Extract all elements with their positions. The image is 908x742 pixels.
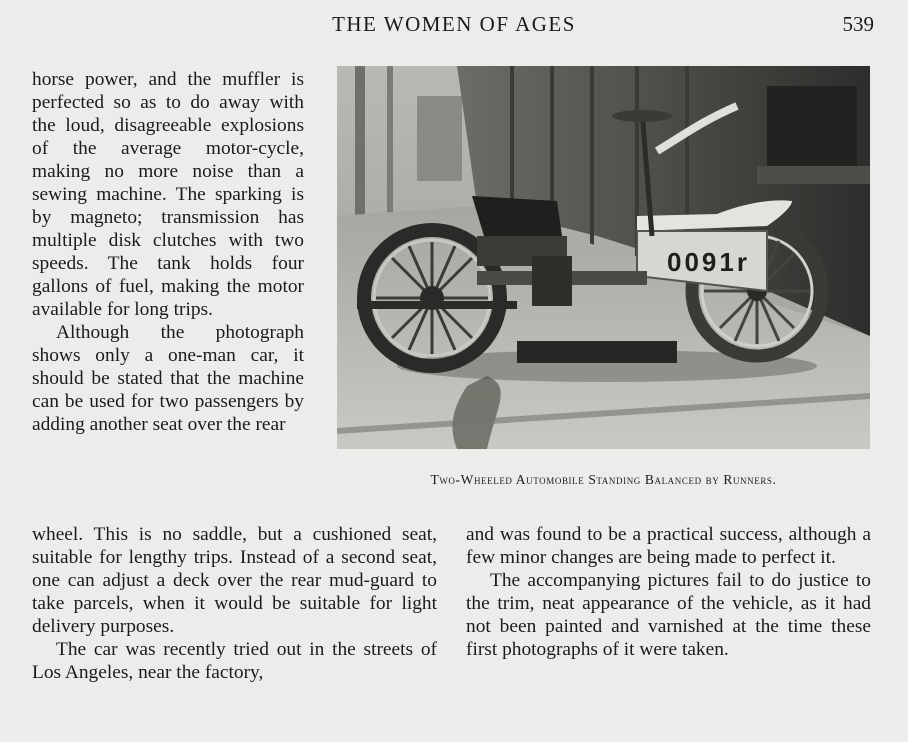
- photo-caption: Two-Wheeled Automobile Standing Balanced by Runners.: [430, 472, 777, 487]
- steering-wheel: [612, 110, 672, 122]
- paragraph-tried-out: The car was recently tried out in the streets of Los Angeles, near the factory,: [32, 639, 437, 683]
- paragraph-seat: wheel. This is no saddle, but a cushioned seat, suitable for lengthy trips. Instead of a second seat, one can adjust a deck over the rear mud-guard to take parcels, when it would be suitable for light delivery purposes.: [32, 524, 437, 637]
- running-title: THE WOMEN OF AGES: [332, 12, 576, 36]
- balancing-runner: [517, 341, 677, 363]
- bottom-right-text-column: [466, 523, 871, 661]
- window-sill: [757, 166, 870, 184]
- utility-pole-2: [387, 66, 393, 216]
- paragraph-passengers: Although the photograph shows only a one-man car, it should be stated that the machine can be used for two passengers by adding another seat over the rear: [32, 322, 304, 435]
- window: [767, 86, 857, 166]
- page-number: 539: [842, 12, 874, 36]
- paragraph-success: and was found to be a practical success, although a few minor changes are being made to perfect it.: [466, 524, 871, 568]
- distant-building: [417, 96, 462, 181]
- body-lettering: 0091r: [667, 247, 750, 277]
- bottom-left-text-column: [32, 523, 437, 684]
- paragraph-appearance: The accompanying pictures fail to do justice to the trim, neat appearance of the vehicle, as it had not been painted and varnished at the time these first photographs of it were taken.: [466, 570, 871, 660]
- photo-illustration: [337, 66, 870, 449]
- left-text-column: [32, 68, 304, 436]
- utility-pole: [355, 66, 365, 226]
- paragraph-motor-specs: horse power, and the muffler is perfected so as to do away with the loud, disagreeable explosions of the average motor-cycle, making no more noise than a sewing machine. The sparking is by magneto; transmission has multiple disk clutches with two speeds. The tank holds four gallons of fuel, making the motor available for long trips.: [32, 69, 304, 320]
- vehicle-photograph: [337, 66, 870, 449]
